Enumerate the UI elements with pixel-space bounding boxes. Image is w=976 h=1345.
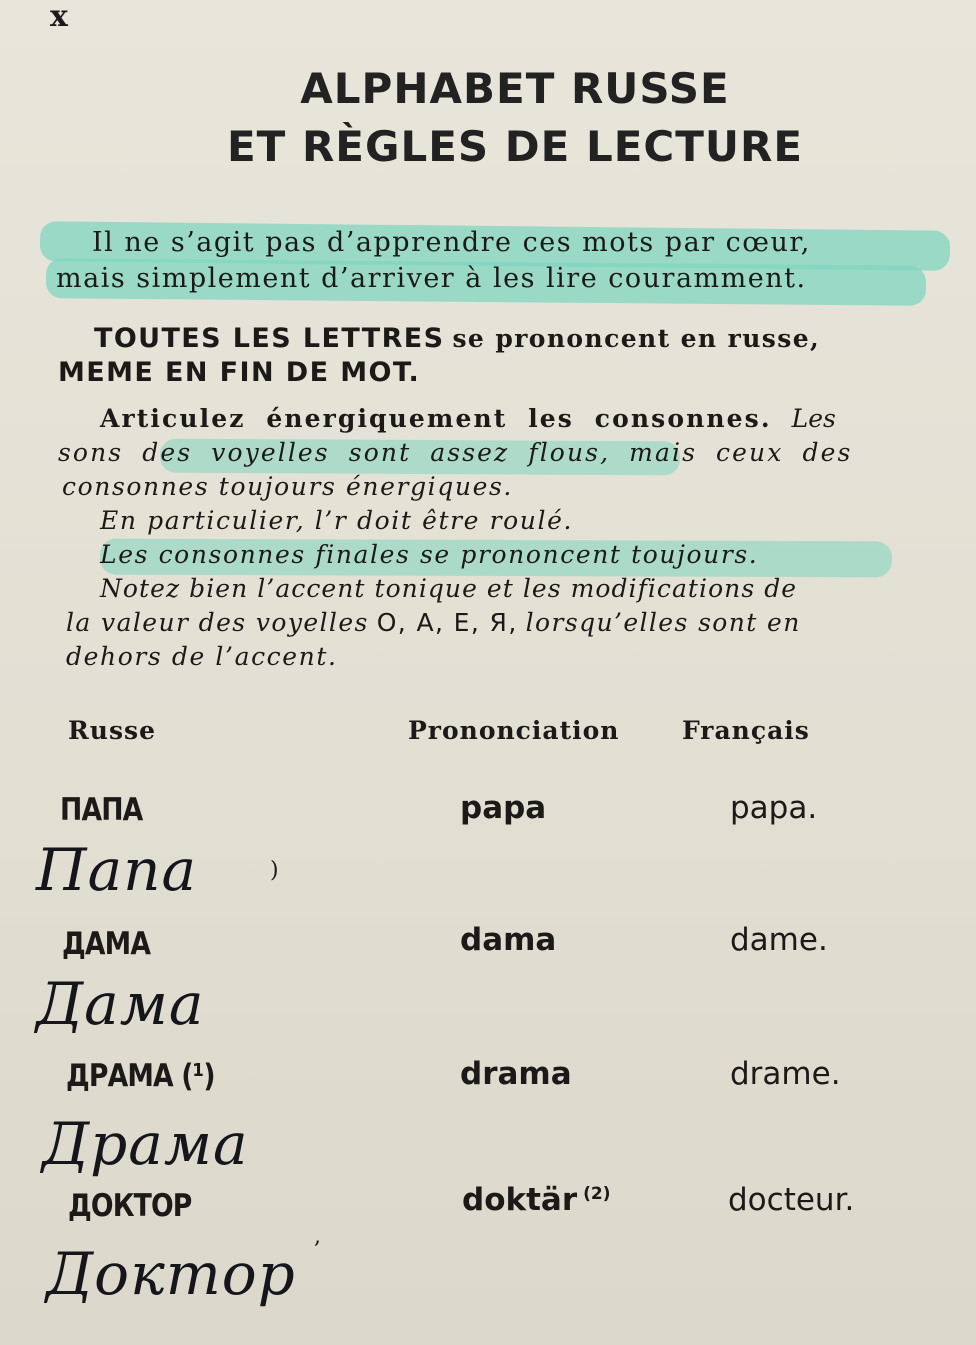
word-francais: drame. — [730, 1056, 841, 1092]
word-russe: ДРАМА (¹) — [66, 1058, 215, 1094]
page-title-line-1: ALPHABET RUSSE — [300, 64, 730, 113]
word-prononciation: drama — [460, 1056, 572, 1092]
page-number: x — [50, 0, 68, 34]
rule-2-line-8: dehors de l’accent. — [66, 642, 338, 671]
rule-2-line-5: Les consonnes finales se prononcent toujours. — [100, 540, 759, 569]
intro-line-1 — [92, 226, 948, 260]
intro-line-2 — [56, 262, 926, 296]
word-russe: ДАМА — [62, 926, 151, 962]
rule-2-line-7-letters: O, A, E, Я, — [376, 608, 518, 637]
rule-2-line-1 — [100, 402, 950, 436]
rule-2-line-3: consonnes toujours énergiques. — [62, 472, 513, 501]
word-russe: ПАПА — [60, 792, 143, 828]
rule-1-rest: se prononcent en russe, — [452, 324, 821, 353]
rule-2-line-6: Notez bien l’accent tonique et les modifications de — [100, 574, 798, 603]
word-francais: docteur. — [728, 1182, 855, 1218]
word-francais: dame. — [730, 922, 828, 958]
column-header-francais: Français — [682, 716, 810, 745]
handwritten-word: Драма — [42, 1110, 249, 1178]
rule-2-line-2: sons des voyelles sont assez flous, mais ceux des — [58, 438, 853, 467]
rule-1-line-1 — [94, 322, 976, 356]
word-prononciation-cell — [462, 1182, 611, 1218]
handwritten-word: Папа — [36, 836, 198, 904]
rule-2-line-7-b: lorsqu’elles sont en — [525, 608, 801, 637]
handwritten-word: Дама — [36, 970, 205, 1038]
rule-2-line-7-a: la valeur des voyelles — [66, 608, 369, 637]
rule-2-italic-start: Les — [791, 404, 836, 433]
word-francais: papa. — [730, 790, 818, 826]
handwritten-word: Доктор — [46, 1240, 296, 1308]
rule-1-bold: TOUTES LES LETTRES — [94, 323, 445, 354]
handwritten-stress-mark: , — [314, 1224, 321, 1249]
word-prononciation: papa — [460, 790, 547, 826]
word-russe: ДОКТОР — [68, 1188, 192, 1224]
word-prononciation: doktär — [462, 1182, 578, 1218]
column-header-russe: Russe — [68, 716, 157, 745]
handwritten-stress-mark: ) — [270, 858, 279, 883]
rule-2-line-7 — [66, 606, 958, 640]
column-header-prononciation: Prononciation — [408, 716, 620, 745]
page-title-line-2: ET RÈGLES DE LECTURE — [226, 122, 804, 171]
rule-2-bold: Articulez énergiquement les consonnes. — [100, 404, 772, 433]
rule-1-line-2-text: MEME EN FIN DE MOT. — [58, 357, 421, 388]
intro-line-1-text: Il ne s’agit pas d’apprendre ces mots par cœur, — [92, 227, 811, 258]
rule-2-line-4: En particulier, l’r doit être roulé. — [100, 506, 574, 535]
footnote-ref: (2) — [583, 1183, 611, 1204]
intro-line-2-text: mais simplement d’arriver à les lire couramment. — [56, 263, 807, 294]
rule-1-line-2 — [58, 356, 950, 390]
word-prononciation: dama — [460, 922, 557, 958]
